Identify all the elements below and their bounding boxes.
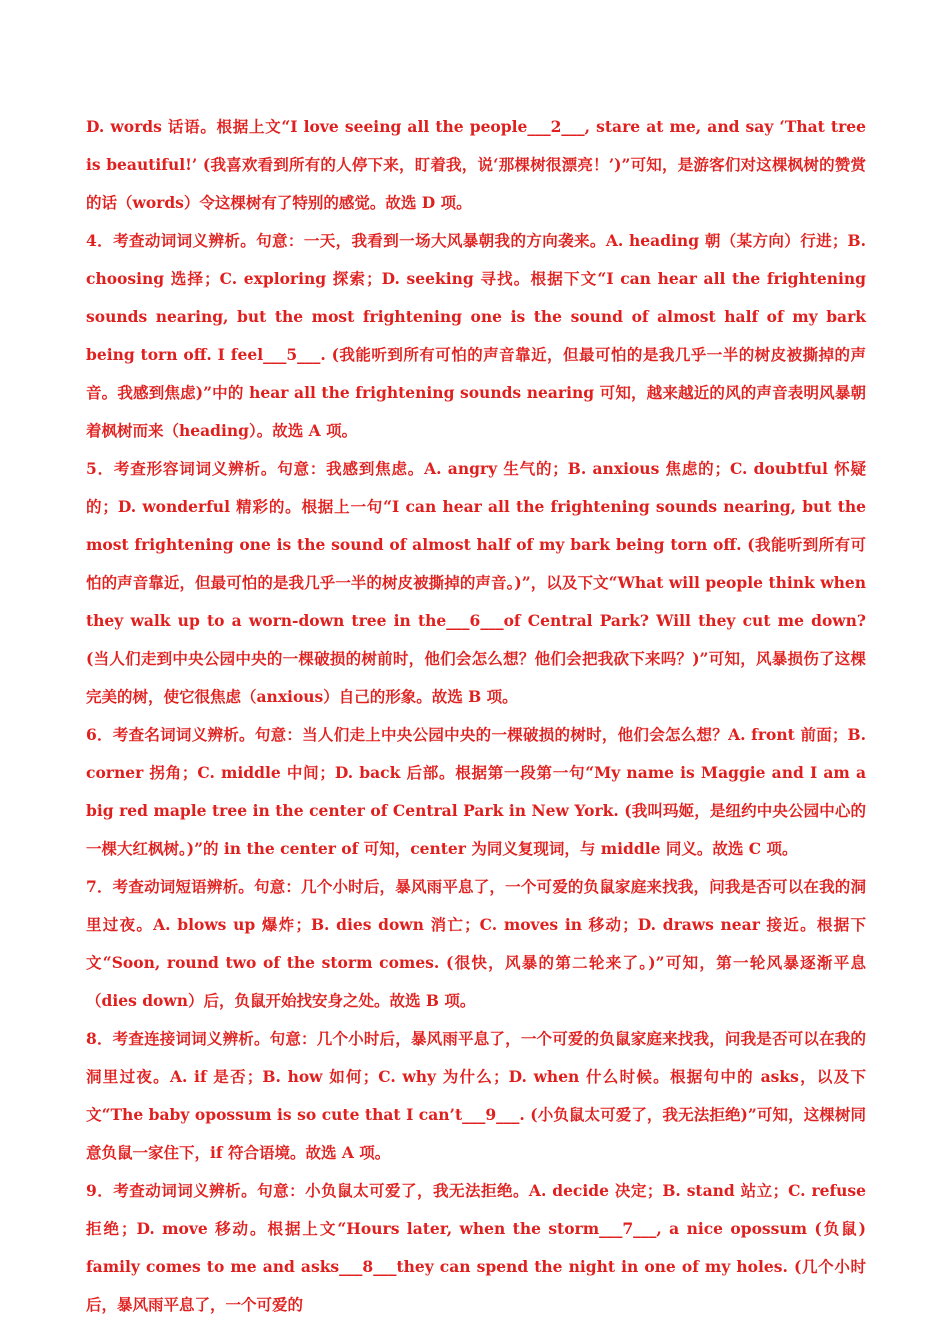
explanation-paragraph-8: 8．考查连接词词义辨析。句意：几个小时后，暴风雨平息了，一个可爱的负鼠家庭来找我，问我是否可以在我的洞里过夜。A. if 是否；B. how 如何；C. why 为什么；D. when 什么时候。根据句中的 asks，以及下文“The baby opossum is so cute that I can’t___9___. (小负鼠太可爱了，我无法拒绝)”可知，这棵树同意负鼠一家住下，if 符合语境。故选 A 项。 bbox=[86, 1029, 866, 1162]
explanation-paragraph-6: 6．考查名词词义辨析。句意：当人们走上中央公园中央的一棵破损的树时，他们会怎么想？A. front 前面；B. corner 拐角；C. middle 中间；D. back 后部。根据第一段第一句“My name is Maggie and I am a big red maple tree in the center of Central Park in New York. (我叫玛姬，是纽约中央公园中心的一棵大红枫树。)”的 in the center of 可知，center 为同义复现词，与 middle 同义。故选 C 项。 bbox=[86, 725, 866, 858]
explanation-paragraph-5: 5．考查形容词词义辨析。句意：我感到焦虑。A. angry 生气的；B. anxious 焦虑的；C. doubtful 怀疑的；D. wonderful 精彩的。根据上一句“I can hear all the frightening sounds nearing, but the most frightening one is the sound of almost half of my bark being torn off. (我能听到所有可怕的声音靠近，但最可怕的是我几乎一半的树皮被撕掉的声音。)”，以及下文“What will people think when they walk up to a worn-down tree in the___6___of Central Park? Will they cut me down? (当人们走到中央公园中央的一棵破损的树前时，他们会怎么想？他们会把我砍下来吗？)”可知，风暴损伤了这棵完美的树，使它很焦虑（anxious）自己的形象。故选 B 项。 bbox=[86, 459, 866, 706]
answer-explanations bbox=[86, 108, 866, 1324]
explanation-paragraph-3-continued: D. words 话语。根据上文“I love seeing all the people___2___, stare at me, and say ‘That tree is beautiful!’ (我喜欢看到所有的人停下来，盯着我，说‘那棵树很漂亮！’)”可知，是游客们对这棵枫树的赞赏的话（words）令这棵树有了特别的感觉。故选 D 项。 bbox=[86, 117, 866, 212]
explanation-paragraph-9: 9．考查动词词义辨析。句意：小负鼠太可爱了，我无法拒绝。A. decide 决定；B. stand 站立；C. refuse 拒绝；D. move 移动。根据上文“Hours later, when the storm___7___, a nice opossum (负鼠) family comes to me and asks___8___they can spend the night in one of my holes. (几个小时后，暴风雨平息了，一个可爱的 bbox=[86, 1181, 866, 1314]
explanation-paragraph-7: 7．考查动词短语辨析。句意：几个小时后，暴风雨平息了，一个可爱的负鼠家庭来找我，问我是否可以在我的洞里过夜。A. blows up 爆炸；B. dies down 消亡；C. moves in 移动；D. draws near 接近。根据下文“Soon, round two of the storm comes. (很快，风暴的第二轮来了。)”可知，第一轮风暴逐渐平息（dies down）后，负鼠开始找安身之处。故选 B 项。 bbox=[86, 877, 866, 1010]
explanation-paragraph-4: 4．考查动词词义辨析。句意：一天，我看到一场大风暴朝我的方向袭来。A. heading 朝（某方向）行进；B. choosing 选择；C. exploring 探索；D. seeking 寻找。根据下文“I can hear all the frightening sounds nearing, but the most frightening one is the sound of almost half of my bark being torn off. I feel___5___. (我能听到所有可怕的声音靠近，但最可怕的是我几乎一半的树皮被撕掉的声音。我感到焦虑)”中的 hear all the frightening sounds nearing 可知，越来越近的风的声音表明风暴朝着枫树而来（heading）。故选 A 项。 bbox=[86, 231, 867, 440]
